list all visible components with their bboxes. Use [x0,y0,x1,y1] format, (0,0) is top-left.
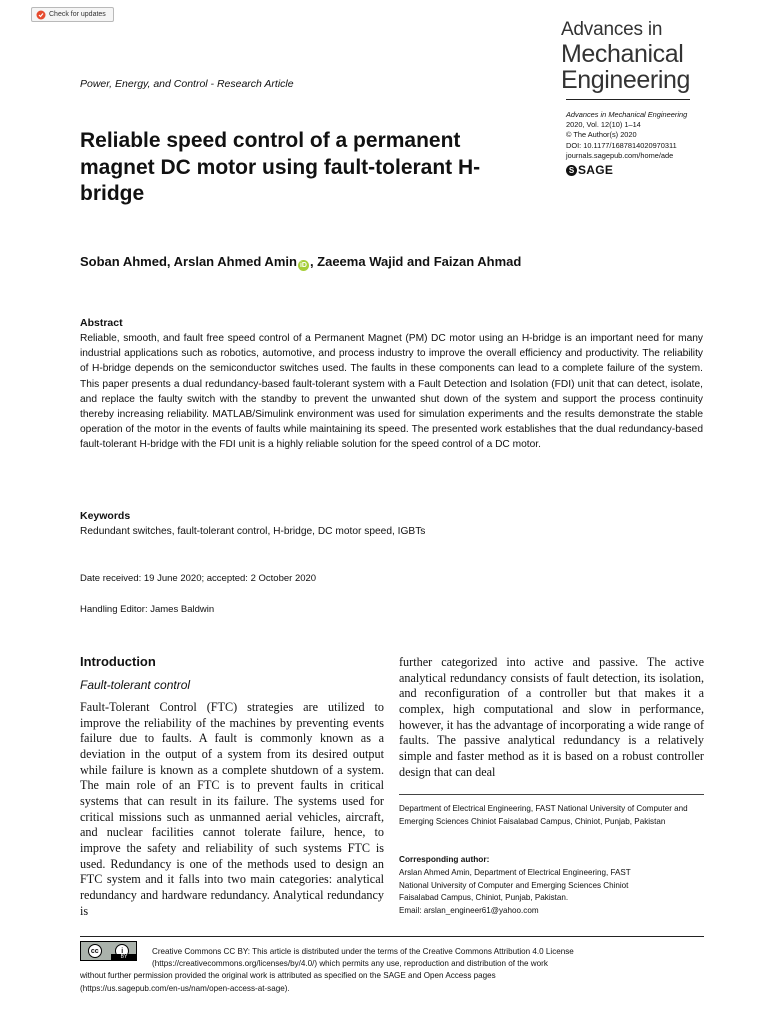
corresponding-email[interactable]: Email: arslan_engineer61@yahoo.com [399,905,539,915]
license-line-3: without further permission provided the original work is attributed as specified on the SAGE and Open Access pages [80,971,496,980]
header-divider [566,99,690,100]
abstract-heading: Abstract [80,317,123,329]
license-line-4: (https://us.sagepub.com/en-us/nam/open-access-at-sage). [80,984,290,993]
corresponding-line2: National University of Computer and Emerging Sciences Chiniot [399,880,629,890]
sage-logo-text: SAGE [578,163,614,177]
article-title: Reliable speed control of a permanent magnet DC motor using fault-tolerant H-bridge [80,129,481,205]
meta-url[interactable]: journals.sagepub.com/home/ade [566,150,674,160]
article-section-label: Power, Energy, and Control - Research Article [80,78,294,90]
check-for-updates-button[interactable] [31,7,114,22]
journal-logo-line2: Mechanical [560,40,684,68]
license-divider [80,936,704,937]
journal-logo-line1: Advances in [560,19,663,40]
meta-doi[interactable]: DOI: 10.1177/1687814020970311 [566,140,677,150]
body-text-left-column: Fault-Tolerant Control (FTC) strategies are utilized to improve the reliability of the machines by preventing events failure due to faults. A fault is commonly known as a deviation in the output of a system from its desired output while failure is known as a complete shutdown of a system. The main role of an FTC is to prevent faults in critical systems that can result in its failure. The systems used for critical missions such as unmanned aerial vehicles, aircraft, and nuclear facilities cannot tolerate failure, hence, to improve the safety and reliability of such systems FTC is used. Redundancy is one of the methods used to design an FTC system and it falls into two main categories: analytical redundancy and hardware redundancy. Analytical redundancy is [80,700,384,918]
meta-volume: 2020, Vol. 12(10) 1–14 [566,120,641,130]
journal-logo-line3: Engineering [560,66,690,94]
dates-received: Date received: 19 June 2020; accepted: 2 October 2020 [80,573,317,584]
keywords-heading: Keywords [80,510,131,522]
keywords-text: Redundant switches, fault-tolerant control, H-bridge, DC motor speed, IGBTs [80,526,426,537]
abstract-text: Reliable, smooth, and fault free speed control of a Permanent Magnet (PM) DC motor using an H-bridge is an important need for many industrial applications such as robotics, automotive, and process industry to improve the overall efficiency and productivity. The reliability of H-bridge depends on the semiconductor switches used. The faults in these components can lead to a complete failure of the system. This paper presents a dual redundancy-based fault-tolerant system with a Fault Detection and Isolation (FDI) unit that can detect, isolate, and replace the faulty switch with the standby to prevent the unwanted shut down of the system and support the process continuity thereby increasing reliability. MATLAB/Simulink environment was used for simulation experiments and the results demonstrate the stable operation of the motor in the events of faults while maintaining its speed. The presented work establishes that the dual redundancy-based fault-tolerant H-bridge with the FDI unit is a highly reliable solution for the speed control of a DC motor. [80,333,703,451]
sage-logo-icon: S [566,165,577,176]
authors-part1: Soban Ahmed, Arslan Ahmed Amin [80,254,297,269]
introduction-heading: Introduction [80,654,156,669]
corresponding-author-details [399,867,699,917]
by-label: BY [111,954,137,960]
authors-part2: , Zaeema Wajid and Faizan Ahmad [309,254,522,269]
orcid-icon[interactable]: iD [299,262,307,269]
body-text-right-column: further categorized into active and passive. The active analytical redundancy consists of fault detection, its isolation, and reconfiguration of a controller but that makes it a complex, high computational and slow in performance, however, it has the advantage of incorporating a wide range of faults. The passive analytical redundancy is a relatively simple and faster method as it is based on a robust controller design that can deal [399,655,704,779]
introduction-subheading: Fault-tolerant control [80,678,191,692]
license-line-1: Creative Commons CC BY: This article is distributed under the terms of the Creative Commons Attribution 4.0 License [152,947,574,956]
meta-journal-name: Advances in Mechanical Engineering [566,110,688,119]
corresponding-line3: Faisalabad Campus, Chiniot, Punjab, Pakistan. [399,893,569,902]
corresponding-line1: Arslan Ahmed Amin, Department of Electrical Engineering, FAST [399,868,631,877]
journal-meta [566,110,687,161]
footnote-divider [399,794,704,795]
creative-commons-badge[interactable] [80,941,137,961]
attribution-icon: i [115,944,129,958]
handling-editor: Handling Editor: James Baldwin [80,604,215,615]
check-for-updates-label: Check for updates [49,11,106,18]
corresponding-author-heading: Corresponding author: [399,854,490,864]
sage-logo [566,163,613,177]
license-line-2: (https://creativecommons.org/licenses/by/4.0/) which permits any use, reproduction and distribution of the work [152,959,548,968]
meta-copyright: © The Author(s) 2020 [566,130,637,140]
update-check-icon [36,10,46,20]
cc-icon: cc [88,944,102,958]
author-list [80,254,521,271]
author-affiliation: Department of Electrical Engineering, FAST National University of Computer and Emerging Sciences Chiniot Faisalabad Campus, Chiniot, Punjab, Pakistan [399,804,688,826]
journal-logo [561,19,690,93]
